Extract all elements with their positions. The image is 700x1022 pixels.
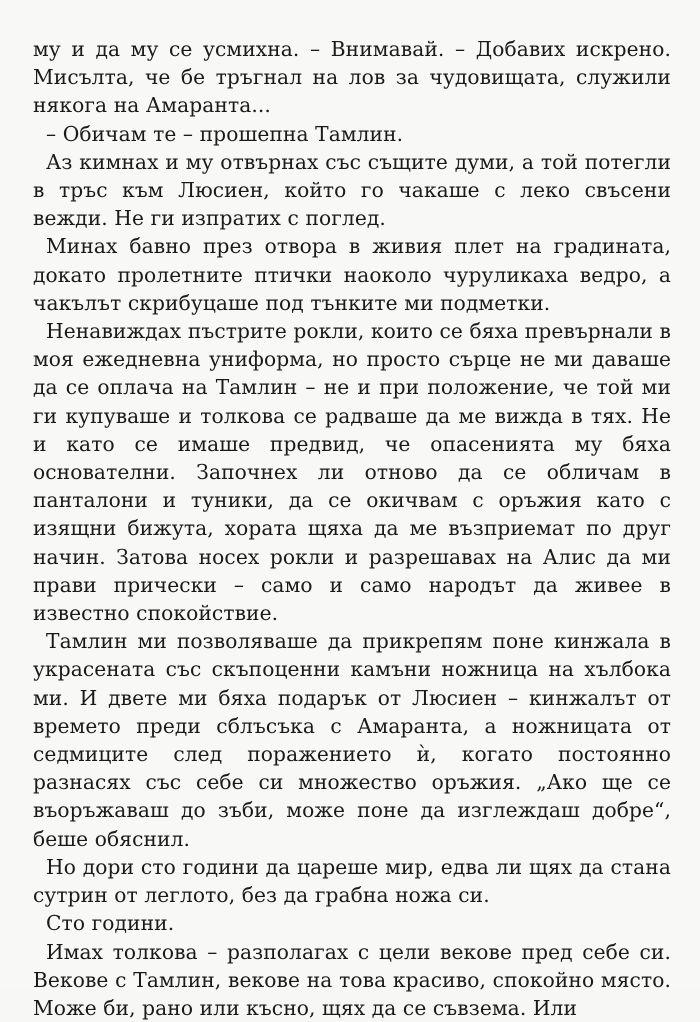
paragraph-9: Имах толкова – разполагах с цели векове пред себе си. Векове с Тамлин, векове на това красиво, спокойно място. Може би, рано или късно, щях да се съвзема. Или — [33, 938, 671, 1022]
paragraph-7: Но дори сто години да цареше мир, едва ли щях да стана сутрин от леглото, без да грабна ножа си. — [33, 853, 671, 909]
paragraph-6: Тамлин ми позволяваше да прикрепям поне кинжала в украсената със скъпоценни камъни ножница на хълбока ми. И двете ми бяха подарък от Люсиен – кинжалът от времето преди сблъсъка с Амаранта, а ножницата от седмиците след поражението ѝ, когато постоянно разнасях със себе си множество оръжия. „Ако ще се въоръжаваш до зъби, може поне да изглеждаш добре“, беше обяснил. — [33, 627, 671, 853]
paragraph-4: Минах бавно през отвора в живия плет на градината, докато пролетните птички наоколо чуруликаха ведро, а чакълът скрибуцаше под тънките ми подметки. — [33, 232, 671, 317]
page-text — [33, 35, 671, 1022]
paragraph-2: – Обичам те – прошепна Тамлин. — [33, 120, 671, 148]
paragraph-8: Сто години. — [33, 909, 671, 937]
paragraph-3: Аз кимнах и му отвърнах със същите думи, а той потегли в тръс към Люсиен, който го чакаше с леко свъсени вежди. Не ги изпратих с поглед. — [33, 148, 671, 233]
paragraph-1: му и да му се усмихна. – Внимавай. – Добавих искрено. Мисълта, че бе тръгнал на лов за чудовищата, служили някога на Амаранта... — [33, 35, 671, 120]
paragraph-5: Ненавиждах пъстрите рокли, които се бяха превърнали в моя ежедневна униформа, но просто сърце не ми даваше да се оплача на Тамлин – не и при положение, че той ми ги купуваше и толкова се радваше да ме вижда в тях. Не и като се имаше предвид, че опасенията му бяха основателни. Започнех ли отново да се обличам в панталони и туники, да се окичвам с оръжия като с изящни бижута, хората щяха да ме възприемат по друг начин. Затова носех рокли и разрешавах на Алис да ми прави прически – само и само народът да живее в известно спокойствие. — [33, 317, 671, 627]
